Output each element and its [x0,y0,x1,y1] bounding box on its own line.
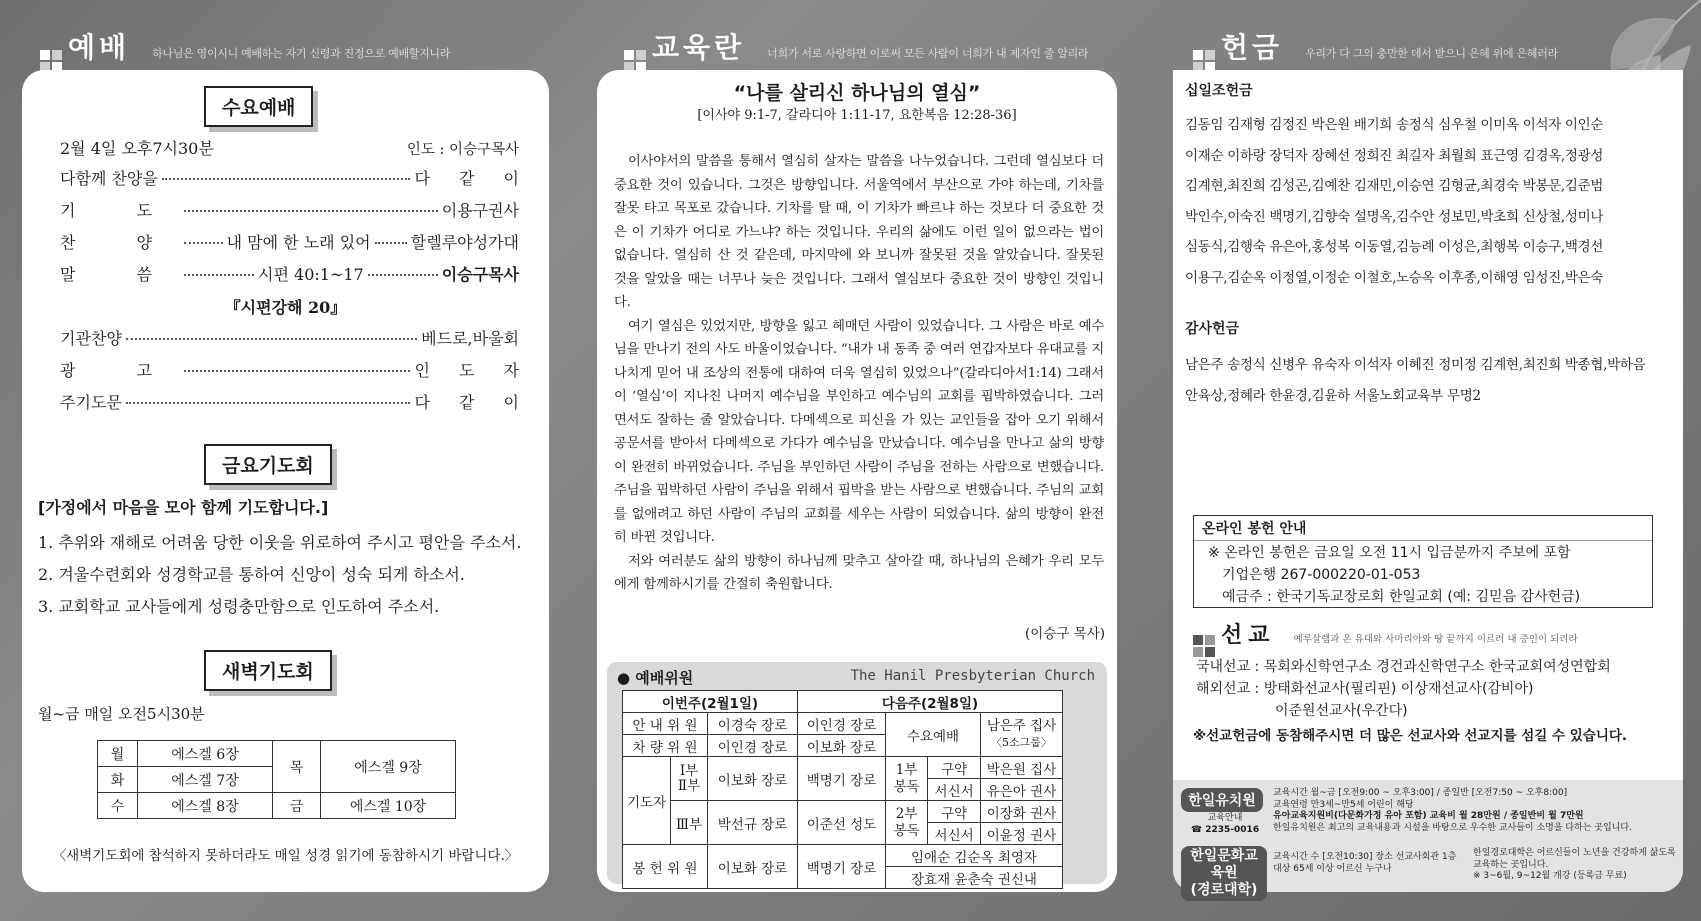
footer-institutions [1173,780,1683,898]
mission-verse: 예루살렘과 온 유대와 사마리아와 땅 끝까지 이르러 내 증인이 되리라 [1293,634,1578,645]
person-cell: 박선규 장로 [708,801,798,845]
overseas-mission-2: 이준원선교사(우간다) [1275,703,1408,719]
sermon-paragraph: 여기 열심은 있었지만, 방향을 잃고 헤매던 사람이 있었습니다. 그 사람은 바로 예수님을 만나기 전의 사도 바울이었습니다. “내가 내 동족 중 여러 연갑자보다 유대교를 지나치게 믿어 내 조상의 전통에 대하여 더욱 열심히 있었으나”(갈라디아서1:14) 그래서 이 ‘열심’이 지나친 나머지 예수님을 부인하고 예수님의 교회를 핍박하였습니다. 그러면서도 잘하는 줄 알았습니다. 다메섹으로 피신을 가 있는 교인들을 잡아 오기 위해서 공문서를 받아서 다메섹으로 가다가 예수님을 만났습니다. 예수님을 만나고 삶의 방향이 완전히 바뀌었습니다. 주님을 부인하던 사람이 주님을 전하는 사람으로 변했습니다. 주님을 핍박하던 사람이 주님을 위해서 핍박을 받는 사람으로 변했습니다. 주님의 교회를 없애려고 하던 사람이 주님의 교회를 세우는 사람이 되었습니다. 삶의 방향이 완전히 바뀐 것입니다. [614,318,1104,545]
senior-college-description [1473,848,1676,883]
wednesday-leader: 인도 : 이승구목사 [406,142,519,158]
mission-title: 선교 [1221,623,1276,648]
offering-panel [1173,70,1683,898]
education-section-header [624,26,1088,69]
sermon-reference: [이사야 9:1-7, 갈라디아 1:11-17, 요한복음 12:28-36] [697,108,1017,123]
order-label: 다함께 찬양을 [60,169,158,188]
senior-college-name: 한일문화교육원 [1190,848,1258,881]
reading-cell: 에스겔 8장 [138,793,273,819]
account-holder: 예금주 : 한국기독교장로회 한일교회 (예: 김믿음 감사헌금) [1222,589,1581,605]
person-cell: 장효재 윤춘숙 권신내 [886,867,1063,889]
day-cell: 목 [273,741,321,793]
person-cell: 이인경 장로 [798,713,886,735]
role-cell: 안 내 위 원 [623,713,708,735]
friday-prayer-heading: [가정에서 마음을 모아 함께 기도합니다.] [38,498,329,517]
kindergarten-line: 유아교육지원비(다문화가정 유아 포함) 교육비 월 28만원 / 종일반비 월 7만원 [1273,811,1584,821]
church-english-name: The Hanil Presbyterian Church [850,668,1095,684]
kindergarten-contact [1185,812,1265,836]
person-cell: 백명기 장로 [798,757,886,801]
mission-note: ※선교헌금에 동참해주시면 더 많은 선교사와 선교지를 섬길 수 있습니다. [1193,728,1628,744]
tithe-line: 김동임 김재형 김정진 박은원 배기희 송정식 심우철 이미옥 이석자 이인순 [1185,117,1604,133]
kindergarten-line: 교육연령 만3세~만5세 어린이 해당 [1273,799,1414,810]
prayer-item: 3. 교회학교 교사들에게 성령충만함으로 인도하여 주소서. [38,597,440,616]
wednesday-date: 2월 4일 오후7시30분 [60,139,214,158]
bank-account: 기업은행 267-000220-01-053 [1222,567,1421,583]
section-squares-icon [40,50,62,72]
reading-cell: 에스겔 6장 [138,741,273,767]
order-value: 베드로,바울회 [421,329,519,348]
leader-dots [184,274,254,276]
prayer-item: 1. 추위와 재해로 어려움 당한 이웃을 위로하여 주시고 평안을 주소서. [38,533,522,552]
overseas-mission: 해외선교 : 방태화선교사(필리핀) 이상재선교사(감비아) [1196,681,1534,697]
thanks-title: 감사헌금 [1185,321,1240,337]
role-cell: 봉 헌 위 원 [623,845,708,889]
person-cell [981,713,1063,757]
kindergarten-line: 교육시간 월~금 [오전9:00 ~ 오후3:00] / 종일반 [오전7:50 ~ 오후8:00] [1273,788,1568,798]
order-row [60,198,519,221]
tithe-line: 이용구,김순옥 이정열,이정순 이철호,노승옥 이후종,이해영 임성진,박은숙 [1185,269,1604,286]
worship-section-title: 예배 [68,31,131,64]
order-row [60,262,519,285]
order-value: 이승구목사 [441,265,520,284]
person-cell: 백명기 장로 [798,845,886,889]
sermon-body [614,150,1104,597]
kindergarten-info-label: 교육안내 [1207,813,1243,823]
domestic-mission: 국내선교 : 목회와신학연구소 경건과신학연구소 한국교회여성연합회 [1196,659,1611,675]
leader-dots [162,178,411,180]
dawn-prayer-note: 〈새벽기도회에 참석하지 못하더라도 매일 성경 읽기에 동참하시기 바랍니다.〉 [52,848,519,864]
senior-college-line: 교육시간 수 [오전10:30] 장소 선교사회관 1층 [1273,852,1457,862]
person-cell: 이보화 장로 [798,735,886,757]
person-cell: 이준선 성도 [798,801,886,845]
role-cell: 차 량 위 원 [623,735,708,757]
tithe-line: 김계현,최진희 김성곤,김예찬 김재민,이승연 김형균,최경숙 박봉문,김준범 [1185,178,1604,194]
leader-dots [184,370,410,372]
person-cell: 이보화 장로 [708,845,798,889]
tithe-line: 이재순 이하랑 장덕자 장혜선 정희진 최길자 최월희 표근영 김경옥,정광성 [1185,147,1604,164]
senior-college-line: 대상 65세 이상 어르신 누구나 [1273,863,1392,874]
leader-dots [184,210,438,212]
leader-dots [368,274,438,276]
reading-type-cell: 구약 [928,801,981,823]
committee-heading: ● 예배위원 [617,669,694,687]
thanks-names [1185,350,1675,411]
part-cell: Ⅲ부 [671,801,708,845]
senior-college-name-2: (경로대학) [1190,882,1258,898]
senior-college-badge [1181,846,1267,901]
order-label: 말 씀 [60,265,180,284]
offering-section-title: 헌금 [1221,31,1284,64]
order-label: 찬 양 [60,233,180,252]
wednesday-service-title: 수요예배 [204,86,313,127]
order-mid: 내 맘에 한 노래 있어 [226,233,371,252]
education-column [570,0,1145,921]
reading-type-cell: 서신서 [928,779,981,801]
dawn-prayer-time: 월~금 매일 오전5시30분 [38,705,205,723]
leader-dots [375,242,407,244]
worship-column [0,0,570,921]
thanks-line: 남은주 송정식 신병우 유숙자 이석자 이혜진 정미정 김계현,최진희 박종협,박하음 [1185,357,1646,373]
education-section-title: 교육란 [652,31,746,64]
person-cell: 박은원 집사 [981,757,1063,779]
kindergarten-line: 한일유치원은 최고의 교육내용과 시설을 바탕으로 우수한 교사들이 소명을 다하는 곳입니다. [1273,822,1632,833]
reading-type-cell: 구약 [928,757,981,779]
order-value: 인 도 자 [414,361,531,380]
wednesday-date-row [60,136,519,159]
reading-label-cell: 2부 봉독 [886,801,928,845]
leader-dots [126,338,417,340]
section-squares-icon [1193,50,1215,72]
order-mid: 시편 40:1~17 [258,265,364,284]
part-label: Ⅰ부 [679,762,699,779]
tithe-names [1185,110,1675,293]
reading-label-cell: 1부 봉독 [886,757,928,801]
order-value: 다 같 이 [414,393,531,412]
order-row [60,390,531,413]
thanks-line: 안육상,정혜라 한윤경,김윤하 서울노회교육부 무명2 [1185,387,1481,404]
prayer-item: 2. 겨울수련회와 성경학교를 통하여 신앙이 성숙 되게 하소서. [38,565,465,584]
day-cell: 화 [98,767,138,793]
wed-person: 남은주 집사 [986,718,1057,734]
sermon-paragraph: 저와 여러분도 삶의 방향이 하나님께 맞추고 살아갈 때, 하나님의 은혜가 우리 모두에게 함께하시기를 간절히 축원합니다. [614,553,1104,592]
leader-dots [126,402,411,404]
tithe-line: 박인수,이숙진 백명기,김향숙 설명옥,김수안 성보민,박초희 신상철,성미나 [1185,208,1604,225]
person-cell: 이장화 권사 [981,801,1063,823]
kindergarten-details [1273,788,1632,834]
education-panel [597,70,1117,892]
tithe-line: 심동식,김행숙 유은아,홍성복 이동열,김능례 이성은,최행복 이승구,백경선 [1185,239,1604,255]
tithe-title: 십일조헌금 [1185,83,1253,99]
day-cell: 수 [98,793,138,819]
day-cell: 월 [98,741,138,767]
online-offering-box [1193,515,1653,608]
order-label: 기관찬양 [60,329,122,348]
offering-section-header [1193,26,1558,69]
order-label: 광 고 [60,361,180,380]
order-row [60,358,531,381]
committee-table [622,690,1063,889]
part-label: Ⅱ부 [677,777,701,794]
role-cell: 수요예배 [886,713,981,757]
order-row [60,230,519,253]
reading-cell: 에스겔 7장 [138,767,273,793]
education-section-verse: 너희가 서로 사랑하면 이로써 모든 사람이 너희가 내 제자인 줄 알리라 [767,47,1089,60]
section-squares-icon [624,50,646,72]
mission-header [1193,618,1578,654]
sermon-paragraph: 이사야서의 말씀을 통해서 열심히 살자는 말씀을 나누었습니다. 그런데 열심보다 더 중요한 것이 있습니다. 그것은 방향입니다. 서울역에서 부산으로 가야 하는데, 기차를 잘못 타고 목포로 갔습니다. 기차를 탈 때, 이 기차가 빠르냐 하는 것보다 더 중요한 것은 이 기차가 어디로 가느냐? 하는 것입니다. 우리의 삶에도 이런 일이 없으라는 법이 없습니다. 열심히 산 것 같은데, 마지막에 와 보니까 잘못된 것을 알았습니다. 잘못된 것을 알았을 때는 너무나 늦은 것입니다. 그래서 열심보다 중요한 것이 방향인 것입니다. [614,154,1104,310]
this-week-header: 이번주(2월1일) [623,691,798,713]
person-cell: 이경숙 장로 [708,713,798,735]
senior-college-line: ※ 3~6월, 9~12월 개강 (등록금 무료) [1473,871,1627,881]
person-cell: 이보화 장로 [708,757,798,801]
section-squares-icon [1193,635,1215,657]
dawn-prayer-title: 새벽기도회 [204,650,332,691]
order-label: 기 도 [60,201,180,220]
person-cell: 이윤정 권사 [981,823,1063,845]
order-value: 다 같 이 [414,169,531,188]
leader-dots [184,242,223,244]
dawn-reading-table [97,740,456,819]
online-offering-note: ※ 온라인 봉헌은 금요일 오전 11시 입금분까지 주보에 포함 [1208,545,1571,561]
kindergarten-badge: 한일유치원 [1181,788,1263,812]
senior-college-line: 한일경로대학은 어르신들이 노년을 건강하게 삶도록 [1473,848,1676,858]
reading-type-cell: 서신서 [928,823,981,845]
day-cell: 금 [273,793,321,819]
next-week-header: 다음주(2월8일) [798,691,1063,713]
person-cell: 이인경 장로 [708,735,798,757]
sermon-series: 『시편강해 20』 [224,298,347,317]
senior-college-line: 교육하는 곳입니다. [1473,859,1549,870]
worship-panel [22,70,549,892]
sermon-title: “나를 살리신 하나님의 열심” [733,82,981,104]
offering-section-verse: 우리가 다 그의 충만한 데서 받으니 은혜 위에 은혜러라 [1305,47,1558,60]
part-cell [671,757,708,801]
order-value: 할렐루야성가대 [410,233,519,252]
senior-college-details [1273,852,1456,875]
worship-section-verse: 하나님은 영이시니 예배하는 자기 신령과 진정으로 예배할지니라 [152,47,451,60]
wed-group: 〈5소그룹〉 [991,736,1052,749]
worship-section-header [40,26,450,69]
order-row [60,326,519,349]
order-value: 이용구권사 [441,201,519,220]
online-offering-title: 온라인 봉헌 안내 [1194,516,1652,541]
reading-cell: 에스겔 10장 [321,793,456,819]
offering-column [1145,0,1701,921]
order-row [60,166,531,189]
person-cell: 유은아 권사 [981,779,1063,801]
role-cell: 기도자 [623,757,671,845]
worship-committee-box [607,662,1107,888]
person-cell: 임애순 김순옥 최영자 [886,845,1063,867]
reading-cell: 에스겔 9장 [321,741,456,793]
order-label: 주기도문 [60,393,122,412]
kindergarten-phone: ☎ 2235-0016 [1190,825,1260,835]
sermon-author: (이승구 목사) [1024,626,1105,642]
friday-prayer-title: 금요기도회 [204,444,332,485]
